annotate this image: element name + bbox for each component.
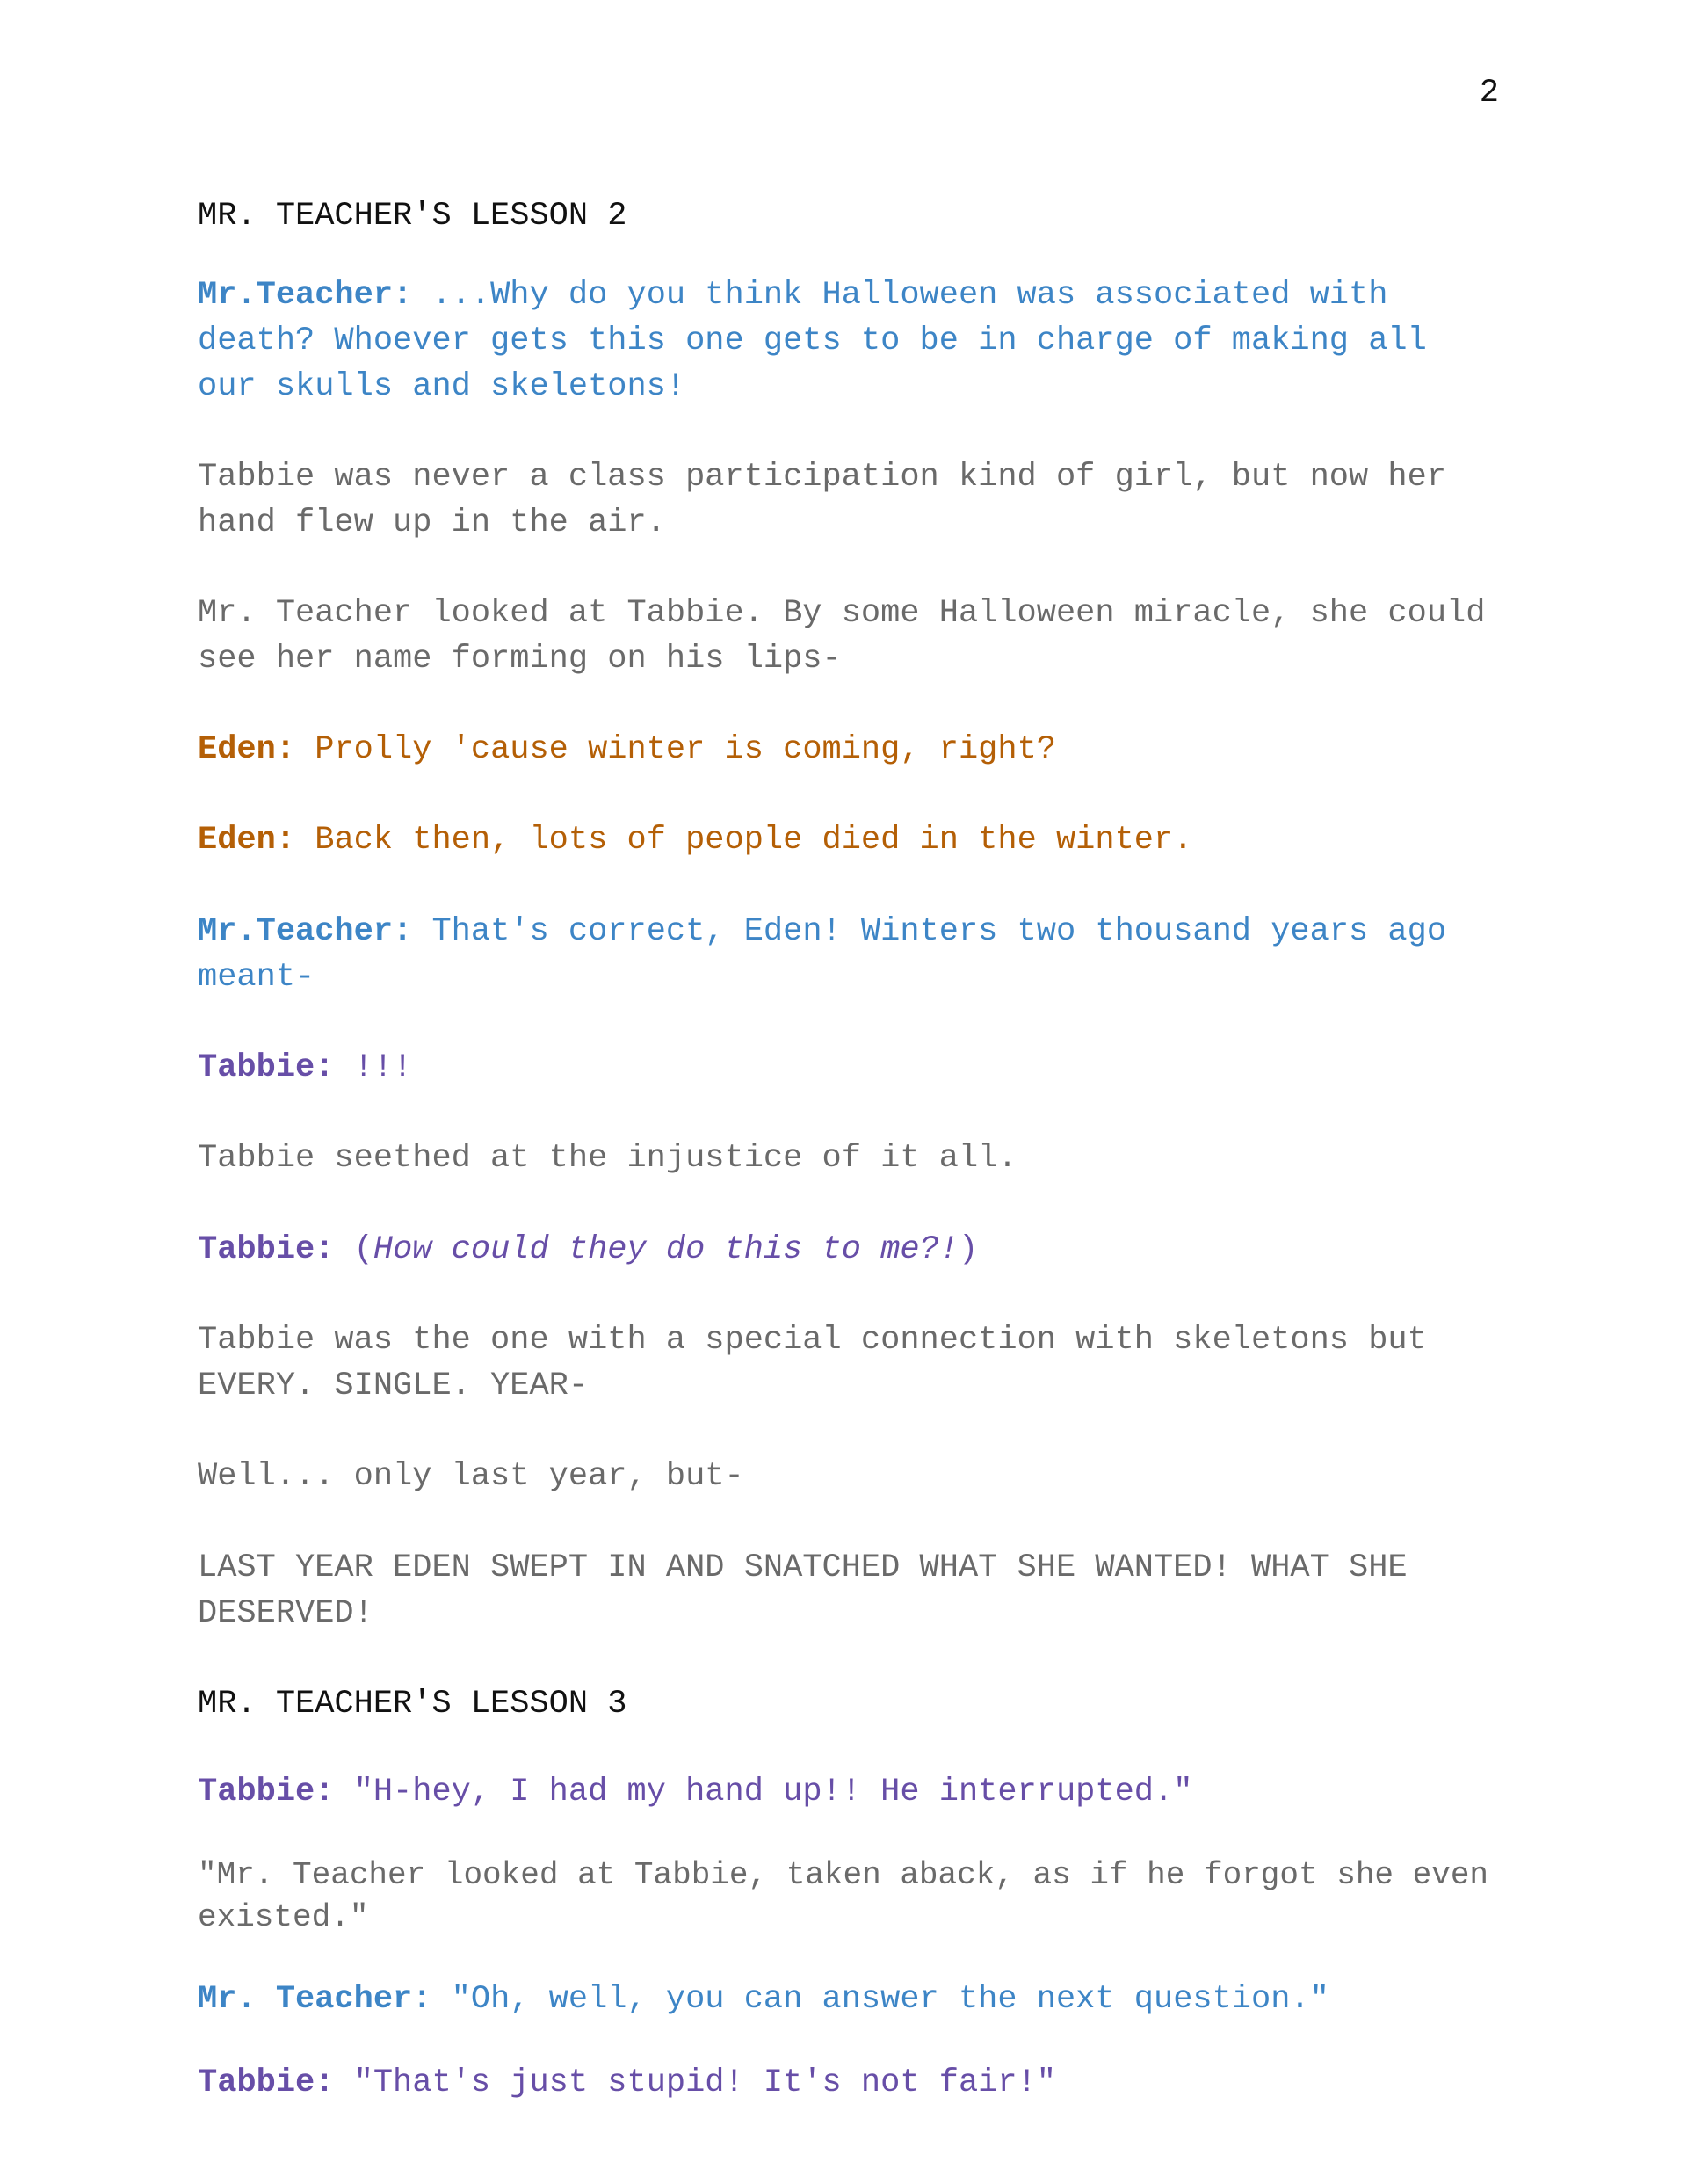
narration-paragraph: Tabbie seethed at the injustice of it all. [198,1140,1017,1177]
narration-paragraph: "Mr. Teacher looked at Tabbie, taken aback, as if he forgot she even existed." [198,1857,1508,1935]
dialogue-line-teacher [198,1977,1489,2022]
page-number: 2 [1479,75,1499,112]
dialogue-line-teacher [198,272,1489,410]
narration-paragraph: Well... only last year, but- [198,1458,744,1495]
dialogue-text: Back then, lots of people died in the winter. [295,822,1193,859]
paren-close: ) [958,1231,979,1268]
narration-paragraph: LAST YEAR EDEN SWEPT IN AND SNATCHED WHAT SHE WANTED! WHAT SHE DESERVED! [198,1549,1427,1632]
dialogue-line-tabbie [198,2060,1489,2106]
dialogue-line-eden [198,817,1489,863]
speaker-label: Mr.Teacher: [198,913,413,950]
speaker-label: Tabbie: [198,2064,335,2101]
dialogue-text: "Oh, well, you can answer the next question." [431,1981,1329,2018]
narration-paragraph: Mr. Teacher looked at Tabbie. By some Halloween miracle, she could see her name forming on his lips- [198,595,1505,678]
dialogue-line-teacher [198,909,1489,1000]
dialogue-line-tabbie [198,1227,1489,1273]
dialogue-text: That's correct, Eden! Winters two thousand years ago meant- [198,913,1466,996]
section-heading-lesson-3: MR. TEACHER'S LESSON 3 [198,1686,627,1723]
speaker-label: Tabbie: [198,1049,335,1086]
speaker-label: Tabbie: [198,1231,335,1268]
dialogue-text: "That's just stupid! It's not fair!" [334,2064,1056,2101]
dialogue-text: !!! [334,1049,413,1086]
section-heading-lesson-2: MR. TEACHER'S LESSON 2 [198,198,627,235]
speaker-label: Tabbie: [198,1774,335,1810]
speaker-label: Eden: [198,731,296,768]
inner-thought-text: How could they do this to me?! [373,1231,959,1268]
dialogue-line-tabbie [198,1045,1489,1091]
narration-paragraph: Tabbie was never a class participation kind of girl, but now her hand flew up in the air. [198,459,1466,541]
speaker-label: Mr. Teacher: [198,1981,432,2018]
paren-open: ( [334,1231,373,1268]
speaker-label: Mr.Teacher: [198,277,413,314]
narration-paragraph: Tabbie was the one with a special connection with skeletons but EVERY. SINGLE. YEAR- [198,1322,1447,1404]
dialogue-text: "H-hey, I had my hand up!! He interrupted." [334,1774,1193,1810]
dialogue-line-tabbie [198,1769,1489,1815]
dialogue-line-eden [198,727,1489,773]
speaker-label: Eden: [198,822,296,859]
dialogue-text: ...Why do you think Halloween was associated with death? Whoever gets this one gets to be in charge of making all our skulls and skeletons! [198,277,1447,405]
dialogue-text: Prolly 'cause winter is coming, right? [295,731,1056,768]
